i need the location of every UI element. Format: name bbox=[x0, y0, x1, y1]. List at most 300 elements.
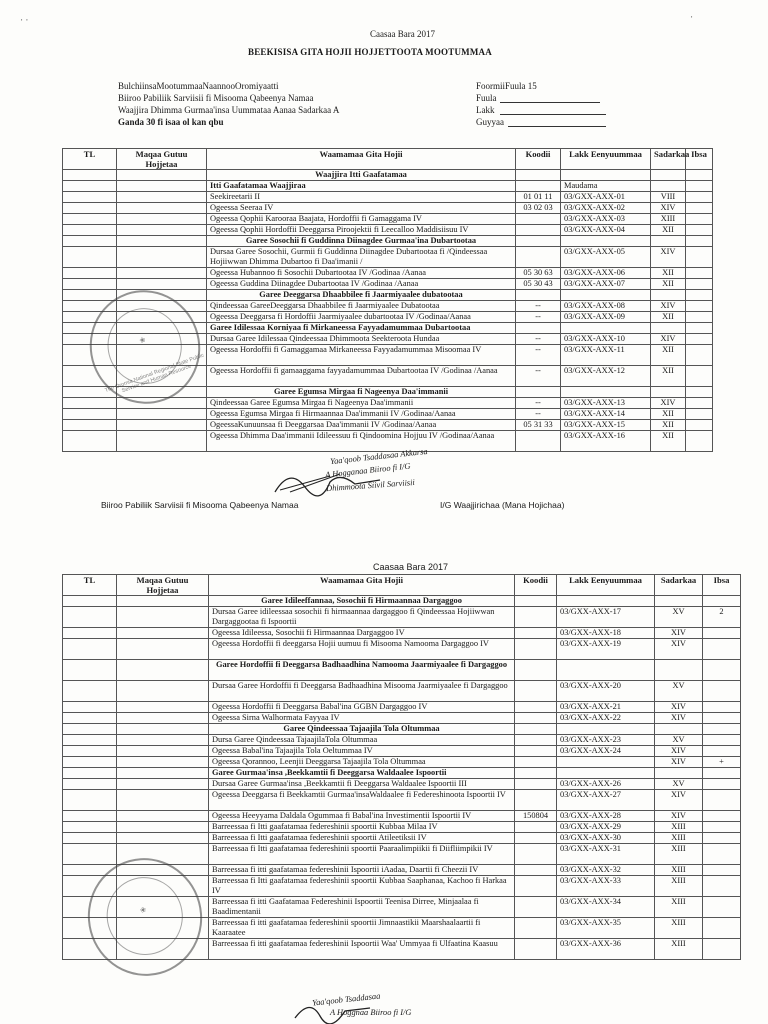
table-cell: XIV bbox=[651, 398, 686, 409]
table-cell bbox=[63, 192, 117, 203]
table-cell: 01 01 11 bbox=[516, 192, 561, 203]
table-cell bbox=[651, 170, 686, 181]
table-cell: 05 30 43 bbox=[516, 279, 561, 290]
table-cell bbox=[63, 628, 117, 639]
table-cell: 03/GXX-AXX-14 bbox=[561, 409, 651, 420]
stamp-emblem-icon: ❀ bbox=[139, 906, 148, 915]
table-cell bbox=[686, 170, 713, 181]
table-row bbox=[63, 409, 713, 420]
table-cell: -- bbox=[516, 312, 561, 323]
table-cell bbox=[561, 236, 651, 247]
table-cell bbox=[686, 409, 713, 420]
column-header: Ibsa bbox=[703, 575, 741, 596]
table-cell: XIV bbox=[651, 203, 686, 214]
table-cell bbox=[516, 236, 561, 247]
table-cell bbox=[515, 833, 557, 844]
table-cell: 03/GXX-AXX-02 bbox=[561, 203, 651, 214]
table-cell bbox=[117, 214, 207, 225]
table-cell: -- bbox=[516, 345, 561, 366]
table-cell: 150804 bbox=[515, 811, 557, 822]
table-cell bbox=[516, 225, 561, 236]
table-cell bbox=[703, 724, 741, 735]
table-cell bbox=[703, 713, 741, 724]
table-cell: XII bbox=[651, 366, 686, 387]
table-cell: 03/GXX-AXX-09 bbox=[561, 312, 651, 323]
table-cell: XIV bbox=[655, 713, 703, 724]
table-cell bbox=[655, 596, 703, 607]
table-cell bbox=[703, 596, 741, 607]
table-cell: Barreessaa fi Itti gaafatamaa federeshinii spoortii Paaraalimpiikii fi Diifliimpikii IV bbox=[209, 844, 515, 865]
table-cell: 03/GXX-AXX-12 bbox=[561, 366, 651, 387]
column-header: Maqaa Gutuu Hojjetaa bbox=[117, 575, 209, 596]
table-row bbox=[63, 247, 713, 268]
table-cell bbox=[686, 345, 713, 366]
table-cell bbox=[117, 170, 207, 181]
table-row bbox=[63, 833, 741, 844]
section-row bbox=[63, 660, 741, 681]
table-cell bbox=[63, 181, 117, 192]
table-cell: 05 31 33 bbox=[516, 420, 561, 431]
table-cell: Barreessaa fi Itti gaafatamaa federeshinii spoortii Atileetiksii IV bbox=[209, 833, 515, 844]
table-cell: XIV bbox=[655, 790, 703, 811]
table-cell bbox=[703, 876, 741, 897]
footer-left-label: Biiroo Pabiliik Sarviisii fi Misooma Qabeenya Namaa bbox=[101, 500, 299, 510]
table-cell: Ogeessa Hordoffii fi gamaaggama fayyadamummaa Dubartootaa IV /Godinaa /Aanaa bbox=[207, 366, 516, 387]
table-cell: Waajjira Itti Gaafatamaa bbox=[207, 170, 516, 181]
table-cell: 03/GXX-AXX-20 bbox=[557, 681, 655, 702]
table-cell: 03/GXX-AXX-23 bbox=[557, 735, 655, 746]
table-cell bbox=[703, 681, 741, 702]
table-cell bbox=[561, 290, 651, 301]
table-cell bbox=[63, 214, 117, 225]
table-row bbox=[63, 681, 741, 702]
table-cell: Ogeessa Deeggarsa fi Beekkamtii Gurmaa'insaWaldaalee fi Federeshinoota Ispoortii IV bbox=[209, 790, 515, 811]
stamp-text: The Oromia National Regional State Public Service and Human Resource bbox=[104, 352, 205, 395]
table-cell bbox=[63, 639, 117, 660]
table-cell bbox=[703, 833, 741, 844]
table-cell bbox=[686, 225, 713, 236]
table-cell: 03/GXX-AXX-03 bbox=[561, 214, 651, 225]
table-cell bbox=[515, 757, 557, 768]
table-cell: XII bbox=[651, 312, 686, 323]
table-cell bbox=[63, 833, 117, 844]
table-cell bbox=[63, 203, 117, 214]
signature-title-2b: A Hoggnaa Biiroo fi I/G bbox=[330, 1008, 412, 1017]
table-cell bbox=[515, 939, 557, 960]
table-cell bbox=[516, 290, 561, 301]
table-cell: Garee Sosochii fi Guddinna Diinagdee Gurmaa'ina Dubartootaa bbox=[207, 236, 516, 247]
table-cell bbox=[655, 660, 703, 681]
column-header: TL bbox=[63, 149, 117, 170]
table-cell bbox=[117, 681, 209, 702]
table-row bbox=[63, 735, 741, 746]
table-cell: Ogeessa Babal'ina Tajaajila Tola Oeltummaa IV bbox=[209, 746, 515, 757]
signature-title-2: Dhimmoota Siivil Sarviisii bbox=[325, 477, 416, 494]
table-cell bbox=[117, 713, 209, 724]
table-cell bbox=[63, 735, 117, 746]
table-cell: XIV bbox=[655, 746, 703, 757]
table-cell: Barreessaa fi Itti gaafatamaa federeshinii spoortii Kubbaa Milaa IV bbox=[209, 822, 515, 833]
table-cell: XII bbox=[651, 279, 686, 290]
table-cell: XV bbox=[655, 779, 703, 790]
table-cell bbox=[63, 811, 117, 822]
table-cell bbox=[515, 724, 557, 735]
table-cell bbox=[63, 170, 117, 181]
table-cell: Ogeessa Sirna Walhormata Fayyaa IV bbox=[209, 713, 515, 724]
table-cell bbox=[651, 181, 686, 192]
table-cell bbox=[63, 660, 117, 681]
table-cell: Garee Deeggarsa Dhaabbilee fi Jaarmiyaalee dubatootaa bbox=[207, 290, 516, 301]
table-cell bbox=[63, 225, 117, 236]
table-cell bbox=[703, 768, 741, 779]
table-cell: 03/GXX-AXX-06 bbox=[561, 268, 651, 279]
scan-speck: ⋅ bbox=[690, 12, 694, 22]
table-cell bbox=[117, 628, 209, 639]
header-line: Biiroo Pabiliik Sarviisii fi Misooma Qabeenya Namaa bbox=[118, 93, 314, 103]
table-row bbox=[63, 746, 741, 757]
table-cell bbox=[686, 279, 713, 290]
table-cell bbox=[703, 811, 741, 822]
table-cell bbox=[686, 214, 713, 225]
header-line: Waajjira Dhimma Gurmaa'insa Uummataa Aanaa Sadarkaa A bbox=[118, 105, 340, 115]
table-cell: 03/GXX-AXX-28 bbox=[557, 811, 655, 822]
table-cell: Dursa Garee Qindeessaa TajaajilaTola Oltummaa bbox=[209, 735, 515, 746]
table-cell: 03/GXX-AXX-07 bbox=[561, 279, 651, 290]
table-cell: Ogeessa Hubannoo fi Sosochii Dubartootaa IV /Godinaa /Aanaa bbox=[207, 268, 516, 279]
table-cell: 03/GXX-AXX-26 bbox=[557, 779, 655, 790]
table-cell: VIII bbox=[651, 192, 686, 203]
table-cell: 03/GXX-AXX-35 bbox=[557, 918, 655, 939]
table-cell bbox=[515, 639, 557, 660]
table-cell: 03/GXX-AXX-30 bbox=[557, 833, 655, 844]
column-header: Ibsa bbox=[686, 149, 713, 170]
table-cell bbox=[561, 170, 651, 181]
table-cell bbox=[515, 844, 557, 865]
table-cell: XIV bbox=[655, 639, 703, 660]
table-cell bbox=[63, 779, 117, 790]
table-cell: XIII bbox=[655, 897, 703, 918]
table-row bbox=[63, 811, 741, 822]
column-header: Maqaa Gutuu Hojjetaa bbox=[117, 149, 207, 170]
table-cell bbox=[516, 431, 561, 452]
table-cell: 05 30 63 bbox=[516, 268, 561, 279]
column-header: TL bbox=[63, 575, 117, 596]
page1-title: BEEKISISA GITA HOJII HOJJETTOOTA MOOTUMMAA bbox=[248, 47, 492, 57]
table-cell bbox=[117, 607, 209, 628]
table-cell bbox=[117, 268, 207, 279]
table-row bbox=[63, 192, 713, 203]
table-cell bbox=[117, 225, 207, 236]
table-cell: -- bbox=[516, 301, 561, 312]
number-field-line bbox=[500, 114, 606, 115]
footer-right-label: I/G Waajjirichaa (Mana Hojichaa) bbox=[440, 500, 565, 510]
table-cell bbox=[703, 844, 741, 865]
table-cell: Dursaa Garee Sosochii, Gurmii fi Guddinna Diinagdee Dubartootaa fi /Qindeessaa Hojiiwwan Dhimma Dubartoo fi Daa'imanii / bbox=[207, 247, 516, 268]
table-cell bbox=[117, 181, 207, 192]
table-cell: Barreessaa fi itti gaafatamaa federeshinii spoortii Jimnaastikii Maarshaalaartii fi Kaaraatee bbox=[209, 918, 515, 939]
table-cell bbox=[686, 301, 713, 312]
table-cell: XV bbox=[655, 681, 703, 702]
table-cell: Seekireetarii II bbox=[207, 192, 516, 203]
table-cell: XII bbox=[651, 345, 686, 366]
table-cell: 03/GXX-AXX-33 bbox=[557, 876, 655, 897]
table-cell bbox=[686, 366, 713, 387]
table-cell bbox=[686, 323, 713, 334]
table-row bbox=[63, 203, 713, 214]
table-cell bbox=[63, 746, 117, 757]
table-cell: Itti Gaafatamaa Waajjiraa bbox=[207, 181, 516, 192]
table-row bbox=[63, 757, 741, 768]
table-cell bbox=[516, 170, 561, 181]
table-cell bbox=[703, 660, 741, 681]
table-cell bbox=[117, 724, 209, 735]
table-cell: Qindeessaa GareeDeeggarsa Dhaabbilee fi Jaarmiyaalee Dubatootaa bbox=[207, 301, 516, 312]
table-cell: Ogeessa Qophii Hordoffii Deeggarsa Piroojektii fi Leecalloo Maddisiisuu IV bbox=[207, 225, 516, 236]
table-cell bbox=[117, 790, 209, 811]
table-cell: 03/GXX-AXX-21 bbox=[557, 702, 655, 713]
table-cell bbox=[686, 398, 713, 409]
table-cell: 03/GXX-AXX-11 bbox=[561, 345, 651, 366]
table-cell bbox=[515, 702, 557, 713]
table-cell: 03/GXX-AXX-27 bbox=[557, 790, 655, 811]
table-cell: XII bbox=[651, 420, 686, 431]
table-row bbox=[63, 279, 713, 290]
table-cell bbox=[515, 790, 557, 811]
table-cell: + bbox=[703, 757, 741, 768]
table-cell bbox=[515, 918, 557, 939]
table-cell bbox=[515, 768, 557, 779]
table-cell: Garee Gurmaa'insa ,Beekkamtii fi Deeggarsa Waldaalee Ispoortii bbox=[209, 768, 515, 779]
table-cell: Garee Idilessaa Korniyaa fi Mirkaneessa Fayyadamummaa Dubartootaa bbox=[207, 323, 516, 334]
table-cell: Ogeessa Qophii Karooraa Baajata, Hordoffii fi Gamaggama IV bbox=[207, 214, 516, 225]
table-cell: Dursaa Garee Idilessaa Qindeessaa Dhimmoota Seekteroota Hundaa bbox=[207, 334, 516, 345]
table-cell bbox=[63, 844, 117, 865]
table-header-row bbox=[63, 149, 713, 170]
section-row bbox=[63, 170, 713, 181]
table-cell bbox=[515, 876, 557, 897]
table-cell: Ogeessa Hordoffii fi Gamaggamaa Mirkaneessa Fayyadamummaa Misoomaa IV bbox=[207, 345, 516, 366]
table-cell: XIII bbox=[655, 822, 703, 833]
table-cell bbox=[117, 833, 209, 844]
page-field-label: Fuula bbox=[476, 93, 497, 103]
table-cell bbox=[686, 203, 713, 214]
page1-date: Caasaa Bara 2017 bbox=[370, 29, 435, 39]
table-cell bbox=[651, 236, 686, 247]
page-field-line bbox=[500, 102, 600, 103]
table-cell bbox=[63, 431, 117, 452]
table-cell bbox=[63, 768, 117, 779]
table-cell bbox=[655, 768, 703, 779]
table-cell: Garee Qindeessaa Tajaajila Tola Oltummaa bbox=[209, 724, 515, 735]
table-cell bbox=[516, 247, 561, 268]
table-cell bbox=[703, 865, 741, 876]
table-cell bbox=[63, 702, 117, 713]
table-cell bbox=[63, 420, 117, 431]
table-cell bbox=[557, 724, 655, 735]
table-cell bbox=[63, 724, 117, 735]
table-cell bbox=[117, 779, 209, 790]
table-cell bbox=[515, 713, 557, 724]
section-row bbox=[63, 768, 741, 779]
table-cell: XIV bbox=[655, 628, 703, 639]
table-cell bbox=[651, 387, 686, 398]
table-cell bbox=[63, 822, 117, 833]
table-cell: -- bbox=[516, 398, 561, 409]
table-cell bbox=[117, 192, 207, 203]
table-cell bbox=[561, 323, 651, 334]
table-cell bbox=[515, 660, 557, 681]
table-cell: 03 02 03 bbox=[516, 203, 561, 214]
table-cell: XII bbox=[651, 431, 686, 452]
table-cell bbox=[703, 628, 741, 639]
table-cell: XIV bbox=[651, 301, 686, 312]
table-cell: 03/GXX-AXX-16 bbox=[561, 431, 651, 452]
column-header: Sadarkaa bbox=[651, 149, 686, 170]
table-cell bbox=[686, 247, 713, 268]
table-cell: XIII bbox=[655, 844, 703, 865]
table-cell bbox=[515, 681, 557, 702]
table-cell bbox=[561, 387, 651, 398]
table-cell: Barreessaa fi itti gaafatamaa federeshinii Ispoortii Waa' Ummyaa fi Ulfaatina Kaasuu bbox=[209, 939, 515, 960]
table-cell: XIV bbox=[655, 757, 703, 768]
table-cell: XII bbox=[651, 409, 686, 420]
stamp-emblem-icon: ❀ bbox=[138, 336, 147, 346]
table-cell: 03/GXX-AXX-13 bbox=[561, 398, 651, 409]
table-cell bbox=[117, 735, 209, 746]
table-row bbox=[63, 628, 741, 639]
table-cell bbox=[117, 660, 209, 681]
scan-speck: ⋅ ⋅ bbox=[20, 15, 29, 25]
table-cell bbox=[63, 409, 117, 420]
table-row bbox=[63, 420, 713, 431]
table-cell bbox=[63, 247, 117, 268]
table-cell bbox=[117, 420, 207, 431]
section-row bbox=[63, 181, 713, 192]
table-cell bbox=[686, 420, 713, 431]
table-cell bbox=[117, 247, 207, 268]
page1-header-right bbox=[476, 80, 537, 128]
signature-name-2: Yaa'qoob Tsaddasaa bbox=[311, 991, 381, 1008]
table-cell: XIII bbox=[651, 214, 686, 225]
form-number: FoormiiFuula 15 bbox=[476, 81, 537, 91]
table-cell bbox=[557, 757, 655, 768]
table-cell: 03/GXX-AXX-01 bbox=[561, 192, 651, 203]
signature-title: A Hogganaa Biiroo fi I/G bbox=[324, 461, 411, 480]
table-cell bbox=[117, 702, 209, 713]
table-cell bbox=[63, 596, 117, 607]
table-cell bbox=[117, 236, 207, 247]
table-cell: Ogeessa Hordoffii fi Deeggarsa Babal'ina GGBN Dargaggoo IV bbox=[209, 702, 515, 713]
header-line: BulchiinsaMootummaaNaannooOromiyaatti bbox=[118, 81, 279, 91]
table-cell bbox=[515, 628, 557, 639]
table-row bbox=[63, 431, 713, 452]
table-row bbox=[63, 214, 713, 225]
table-cell: Ogeessa Seeraa IV bbox=[207, 203, 516, 214]
table-cell bbox=[686, 268, 713, 279]
table-cell bbox=[686, 181, 713, 192]
table-cell bbox=[686, 431, 713, 452]
table-cell bbox=[703, 897, 741, 918]
table-cell: XIV bbox=[651, 247, 686, 268]
table-cell bbox=[63, 681, 117, 702]
table-cell: 2 bbox=[703, 607, 741, 628]
table-cell: 03/GXX-AXX-19 bbox=[557, 639, 655, 660]
table-cell bbox=[703, 639, 741, 660]
table-cell: Ogeessa Idileessa, Sosochii fi Hirmaannaa Dargaggoo IV bbox=[209, 628, 515, 639]
table-cell bbox=[63, 713, 117, 724]
table-cell: -- bbox=[516, 409, 561, 420]
table-cell bbox=[117, 822, 209, 833]
table-cell: Barreessaa fi Itti gaafatamaa federeshinii spoortii Kubbaa Saaphanaa, Kachoo fi Harkaa IV bbox=[209, 876, 515, 897]
table-cell: 03/GXX-AXX-17 bbox=[557, 607, 655, 628]
table-cell bbox=[686, 236, 713, 247]
table-cell bbox=[516, 323, 561, 334]
table-cell: 03/GXX-AXX-08 bbox=[561, 301, 651, 312]
column-header: Waamamaa Gita Hojii bbox=[207, 149, 516, 170]
table-cell: Ogeessa Deeggarsa fi Hordoffii Jaarmiyaalee dubartootaa IV /Godinaa/Aanaa bbox=[207, 312, 516, 323]
table-row bbox=[63, 225, 713, 236]
table-cell bbox=[703, 822, 741, 833]
table-cell: 03/GXX-AXX-10 bbox=[561, 334, 651, 345]
table-cell bbox=[515, 779, 557, 790]
table-cell bbox=[651, 323, 686, 334]
table-cell bbox=[515, 865, 557, 876]
table-cell: Ogeessa Egumsa Mirgaa fi Hirmaannaa Daa'immanii IV /Godinaa/Aanaa bbox=[207, 409, 516, 420]
table-row bbox=[63, 639, 741, 660]
table-cell bbox=[63, 268, 117, 279]
date-field-label: Guyyaa bbox=[476, 117, 504, 127]
table-row bbox=[63, 268, 713, 279]
table-cell: -- bbox=[516, 366, 561, 387]
table-cell: XIII bbox=[655, 865, 703, 876]
table-cell bbox=[117, 639, 209, 660]
table-cell: XIII bbox=[655, 939, 703, 960]
table-cell bbox=[117, 431, 207, 452]
table-cell: XII bbox=[651, 268, 686, 279]
table-cell bbox=[117, 811, 209, 822]
column-header: Lakk Eenyuummaa bbox=[561, 149, 651, 170]
table-cell: Barreessaa fi itti Gaafatamaa Federeshinii Ispoortii Teenisa Dirree, Minjaalaa fi Baadimentanii bbox=[209, 897, 515, 918]
table-cell bbox=[703, 702, 741, 713]
table-cell: 03/GXX-AXX-29 bbox=[557, 822, 655, 833]
table-cell: 03/GXX-AXX-04 bbox=[561, 225, 651, 236]
table-cell bbox=[515, 596, 557, 607]
table-cell: 03/GXX-AXX-18 bbox=[557, 628, 655, 639]
table-cell bbox=[117, 409, 207, 420]
table-cell: XIII bbox=[655, 876, 703, 897]
table-cell bbox=[516, 387, 561, 398]
table-cell bbox=[686, 334, 713, 345]
table-cell bbox=[655, 724, 703, 735]
page2-date: Caasaa Bara 2017 bbox=[373, 562, 449, 572]
table-cell bbox=[703, 790, 741, 811]
table-cell: 03/GXX-AXX-24 bbox=[557, 746, 655, 757]
section-row bbox=[63, 596, 741, 607]
table-cell: 03/GXX-AXX-36 bbox=[557, 939, 655, 960]
table-row bbox=[63, 790, 741, 811]
table-cell: Garee Egumsa Mirgaa fi Nageenya Daa'immanii bbox=[207, 387, 516, 398]
table-cell: Ogeessa Qorannoo, Leenjii Deeggarsa Tajaajila Tola Oltummaa bbox=[209, 757, 515, 768]
number-field-label: Lakk bbox=[476, 105, 495, 115]
header-line: Ganda 30 fi isaa ol kan qbu bbox=[118, 117, 224, 127]
table-cell: Ogeessa Hordoffii fi deeggarsa Hojii uumuu fi Misooma Namooma Dargaggoo IV bbox=[209, 639, 515, 660]
table-cell: XV bbox=[655, 735, 703, 746]
table-cell bbox=[63, 290, 117, 301]
table-cell: XIV bbox=[651, 334, 686, 345]
table-cell: Ogeessa Guddina Diinagdee Dubartootaa IV /Godinaa /Aanaa bbox=[207, 279, 516, 290]
table-cell: 03/GXX-AXX-15 bbox=[561, 420, 651, 431]
table-row bbox=[63, 702, 741, 713]
